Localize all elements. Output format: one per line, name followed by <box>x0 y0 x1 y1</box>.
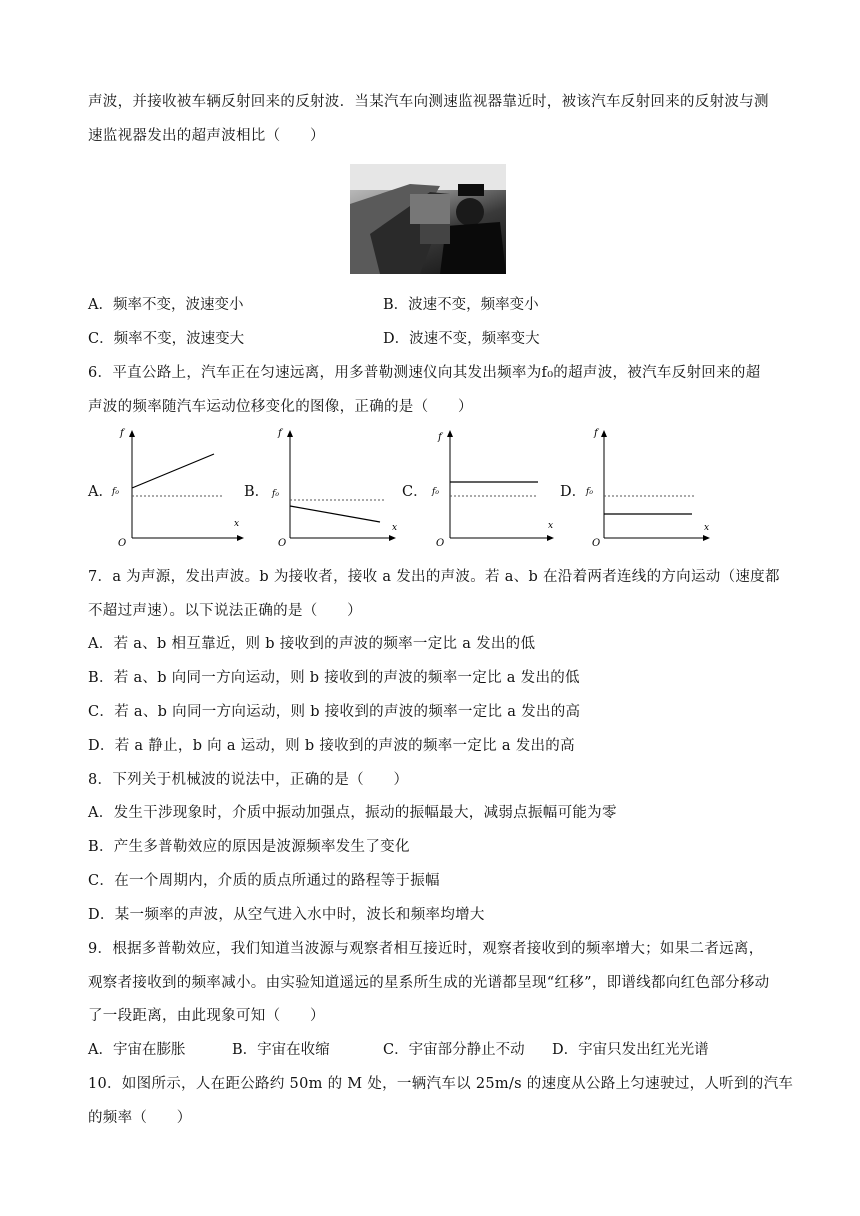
q6-graph-c[interactable] <box>426 426 566 548</box>
q6-stem-line1: 6．平直公路上，汽车正在匀速远离，用多普勒测速仪向其发出频率为f₀的超声波，被汽车反射回来的超 <box>88 365 761 381</box>
q8-option-a[interactable]: A．发生干涉现象时，介质中振动加强点，振动的振幅最大，减弱点振幅可能为零 <box>88 805 617 821</box>
q7-option-d[interactable]: D．若 a 静止，b 向 a 运动，则 b 接收到的声波的频率一定比 a 发出的高 <box>88 738 575 754</box>
q6-graph-d[interactable] <box>580 426 720 548</box>
y-axis-label: f <box>278 428 282 439</box>
origin-label: O <box>592 538 601 548</box>
y-axis-label: f <box>594 428 598 439</box>
q6-option-c[interactable]: C． <box>402 484 428 500</box>
q6-stem-line2: 声波的频率随汽车运动位移变化的图像，正确的是（ ） <box>88 399 473 415</box>
q10-stem-line2: 的频率（ ） <box>88 1110 192 1126</box>
x-axis-label: x <box>234 519 240 529</box>
speed-monitor-photo <box>350 164 506 274</box>
q6-option-a[interactable]: A． <box>88 484 113 500</box>
q6-graph-b[interactable] <box>266 426 406 548</box>
q9-stem-line2: 观察者接收到的频率减小。由实验知道遥远的星系所生成的光谱都呈现“红移”，即谱线都向红色部分移动 <box>88 975 770 991</box>
q7-stem-line1: 7．a 为声源，发出声波。b 为接收者，接收 a 发出的声波。若 a、b 在沿着两者连线的方向运动（速度都 <box>88 569 780 585</box>
f0-label: f₀ <box>112 487 119 497</box>
q7-stem-line2: 不超过声速）。以下说法正确的是（ ） <box>88 603 362 619</box>
x-axis-label: x <box>392 523 398 533</box>
q7-option-a[interactable]: A．若 a、b 相互靠近，则 b 接收到的声波的频率一定比 a 发出的低 <box>88 636 536 652</box>
f0-label: f₀ <box>432 487 439 497</box>
q5-option-c[interactable]: C．频率不变，波速变大 <box>88 331 245 347</box>
q5-option-b[interactable]: B．波速不变，频率变小 <box>383 297 539 313</box>
q9-option-b[interactable]: B．宇宙在收缩 <box>232 1042 330 1058</box>
q9-option-d[interactable]: D．宇宙只发出红光光谱 <box>552 1042 709 1058</box>
f0-label: f₀ <box>586 487 593 497</box>
q10-stem-line1: 10．如图所示，人在距公路约 50m 的 M 处，一辆汽车以 25m/s 的速度从公路上匀速驶过，人听到的汽车 <box>88 1076 794 1092</box>
q8-option-d[interactable]: D．某一频率的声波，从空气进入水中时，波长和频率均增大 <box>88 907 485 923</box>
x-axis-label: x <box>704 523 710 533</box>
y-axis-label: f <box>438 432 442 443</box>
q7-option-b[interactable]: B．若 a、b 向同一方向运动，则 b 接收到的声波的频率一定比 a 发出的低 <box>88 670 580 686</box>
origin-label: O <box>118 538 127 548</box>
q5-stem-line2: 速监视器发出的超声波相比（ ） <box>88 128 325 144</box>
q6-option-d[interactable]: D． <box>560 484 587 500</box>
q9-stem-line3: 了一段距离，由此现象可知（ ） <box>88 1008 325 1024</box>
q5-option-d[interactable]: D．波速不变，频率变大 <box>383 331 540 347</box>
q5-option-a[interactable]: A．频率不变，波速变小 <box>88 297 244 313</box>
q9-option-a[interactable]: A．宇宙在膨胀 <box>88 1042 186 1058</box>
f0-label: f₀ <box>272 489 279 499</box>
q5-stem-line1: 声波，并接收被车辆反射回来的反射波．当某汽车向测速监视器靠近时，被该汽车反射回来的反射波与测 <box>88 94 769 110</box>
q8-option-b[interactable]: B．产生多普勒效应的原因是波源频率发生了变化 <box>88 839 410 855</box>
q6-graph-a[interactable] <box>108 426 248 548</box>
q7-option-c[interactable]: C．若 a、b 向同一方向运动，则 b 接收到的声波的频率一定比 a 发出的高 <box>88 704 581 720</box>
q9-stem-line1: 9．根据多普勒效应，我们知道当波源与观察者相互接近时，观察者接收到的频率增大；如果二者远离， <box>88 941 764 957</box>
origin-label: O <box>436 538 445 548</box>
q8-option-c[interactable]: C．在一个周期内，介质的质点所通过的路程等于振幅 <box>88 873 440 889</box>
y-axis-label: f <box>120 428 124 439</box>
x-axis-label: x <box>548 521 554 531</box>
q9-option-c[interactable]: C．宇宙部分静止不动 <box>383 1042 525 1058</box>
q6-option-b[interactable]: B． <box>244 484 270 500</box>
q8-stem: 8．下列关于机械波的说法中，正确的是（ ） <box>88 772 409 788</box>
origin-label: O <box>278 538 287 548</box>
